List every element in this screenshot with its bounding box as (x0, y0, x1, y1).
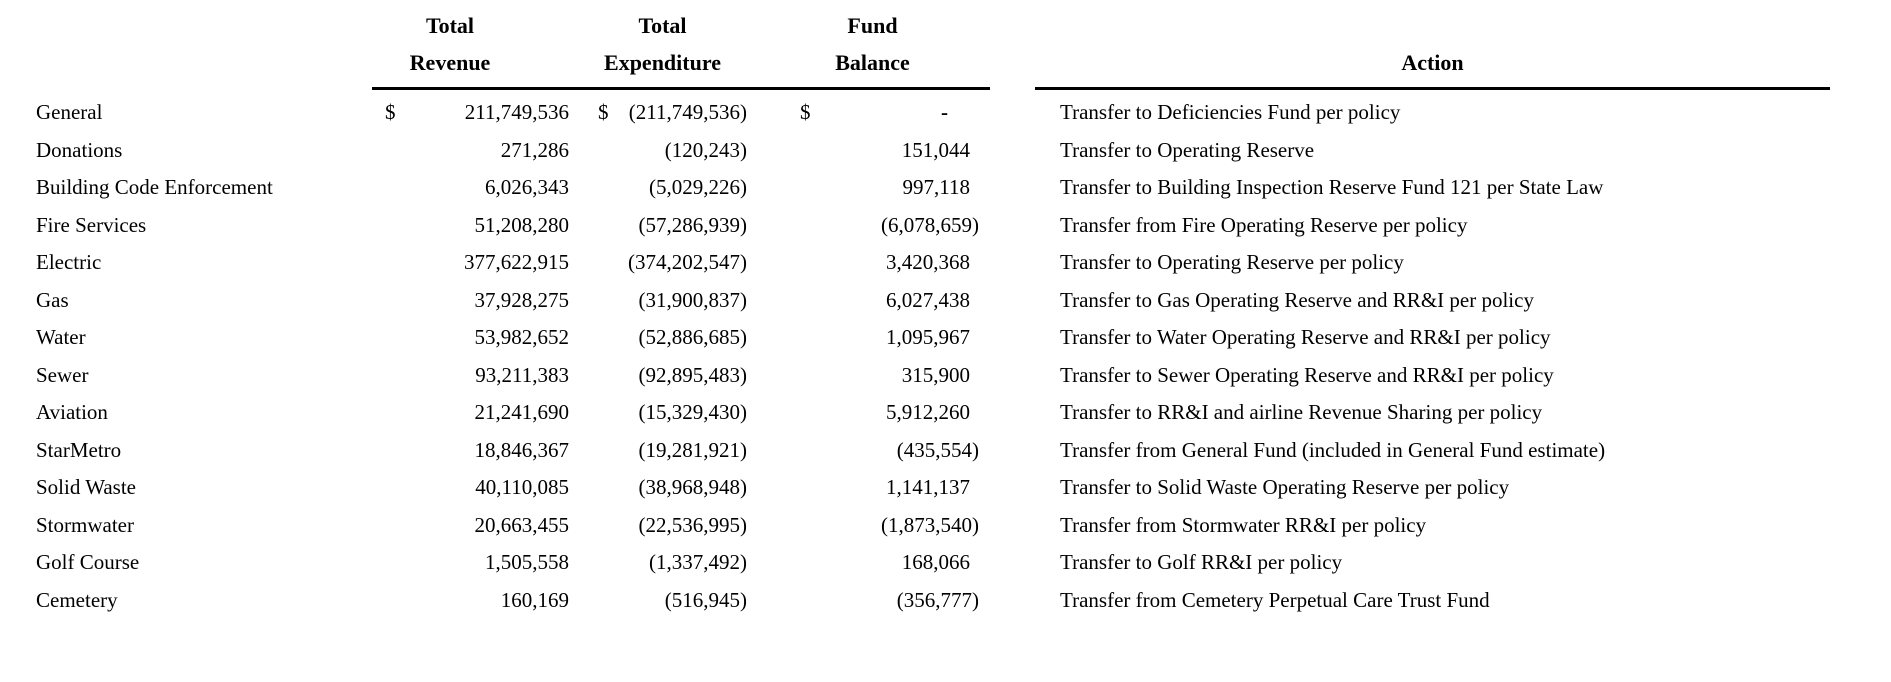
expenditure-value: (516,945) (664, 587, 747, 612)
header-underline-row (36, 87, 1830, 90)
table-row (36, 319, 1830, 357)
fund-balance-table (36, 2, 1830, 619)
action-cell: Transfer from Cemetery Perpetual Care Trust Fund (1060, 587, 1490, 612)
table-body (36, 94, 1830, 619)
col-header-expenditure-line2: Expenditure (604, 50, 721, 75)
expenditure-cell (570, 138, 755, 163)
expenditure-value: (22,536,995) (638, 512, 747, 537)
header-gap (990, 39, 1035, 76)
fund-balance-value: 151,044 (901, 137, 970, 162)
revenue-cell (330, 288, 570, 313)
fund-name-cell: StarMetro (36, 437, 122, 462)
action-cell: Transfer from Stormwater RR&I per policy (1060, 512, 1427, 537)
fund-name-cell: Aviation (36, 400, 108, 425)
fund-balance-value: (6,078,659) (881, 212, 979, 237)
header-row-2 (36, 39, 1830, 76)
fund-name-cell: Water (36, 325, 86, 350)
revenue-cell (330, 513, 570, 538)
fund-balance-cell (755, 325, 990, 350)
underline-gap (990, 87, 1035, 90)
currency-symbol: $ (800, 100, 811, 125)
action-cell: Transfer from Fire Operating Reserve per policy (1060, 212, 1468, 237)
expenditure-value: (19,281,921) (638, 437, 747, 462)
table-row (36, 582, 1830, 620)
revenue-cell (330, 250, 570, 275)
revenue-cell (330, 138, 570, 163)
fund-balance-value: 997,118 (902, 175, 970, 200)
fund-name-cell: Cemetery (36, 587, 118, 612)
fund-balance-cell (755, 213, 990, 238)
fund-balance-value: (435,554) (896, 437, 979, 462)
revenue-value: 20,663,455 (474, 512, 569, 537)
expenditure-cell (570, 475, 755, 500)
expenditure-value: (52,886,685) (638, 325, 747, 350)
table-row (36, 244, 1830, 282)
fund-balance-cell (755, 363, 990, 388)
revenue-value: 53,982,652 (474, 325, 569, 350)
col-header-revenue-line2: Revenue (409, 50, 491, 75)
expenditure-value: (374,202,547) (628, 250, 747, 275)
fund-balance-cell (755, 513, 990, 538)
fund-name-cell: Stormwater (36, 512, 134, 537)
revenue-cell (330, 175, 570, 200)
header-underline-action (1035, 87, 1830, 90)
revenue-cell (330, 100, 570, 125)
action-cell: Transfer to Gas Operating Reserve and RR&I per policy (1060, 287, 1534, 312)
table-row (36, 169, 1830, 207)
action-cell: Transfer from General Fund (included in General Fund estimate) (1060, 437, 1606, 462)
revenue-value: 21,241,690 (474, 400, 569, 425)
currency-symbol: $ (598, 100, 609, 125)
expenditure-value: (38,968,948) (638, 475, 747, 500)
expenditure-cell (570, 363, 755, 388)
revenue-cell (330, 588, 570, 613)
revenue-cell (330, 363, 570, 388)
fund-balance-value: 3,420,368 (886, 250, 970, 275)
revenue-value: 1,505,558 (485, 550, 569, 575)
expenditure-cell (570, 400, 755, 425)
expenditure-cell (570, 175, 755, 200)
expenditure-value: (92,895,483) (638, 362, 747, 387)
fund-name-cell: Fire Services (36, 212, 147, 237)
table-row (36, 357, 1830, 395)
revenue-cell (330, 475, 570, 500)
revenue-value: 51,208,280 (474, 212, 569, 237)
fund-balance-cell (755, 438, 990, 463)
fund-balance-cell (755, 138, 990, 163)
fund-balance-value: 168,066 (901, 550, 970, 575)
expenditure-value: (1,337,492) (649, 550, 747, 575)
action-cell: Transfer to Golf RR&I per policy (1060, 550, 1343, 575)
fund-balance-cell (755, 400, 990, 425)
fund-balance-value: 6,027,438 (886, 287, 970, 312)
fund-balance-value: 1,141,137 (886, 475, 970, 500)
revenue-value: 211,749,536 (464, 100, 569, 125)
col-header-action: Action (1401, 50, 1464, 75)
table-row (36, 282, 1830, 320)
fund-balance-cell (755, 100, 990, 125)
col-header-revenue-line1: Total (425, 13, 475, 38)
action-cell: Transfer to Sewer Operating Reserve and RR&I per policy (1060, 362, 1554, 387)
action-cell: Transfer to Deficiencies Fund per policy (1060, 100, 1401, 125)
header-gap (990, 2, 1035, 39)
fund-balance-value: (356,777) (896, 587, 979, 612)
expenditure-cell (570, 325, 755, 350)
header-row-1 (36, 2, 1830, 39)
expenditure-value: (120,243) (664, 137, 747, 162)
header-action-spacer (1035, 2, 1830, 39)
expenditure-cell (570, 288, 755, 313)
expenditure-value: (31,900,837) (638, 287, 747, 312)
table-row (36, 544, 1830, 582)
revenue-value: 377,622,915 (464, 250, 569, 275)
currency-symbol: $ (385, 100, 396, 125)
action-cell: Transfer to Operating Reserve per policy (1060, 250, 1404, 275)
expenditure-value: (211,749,536) (628, 100, 747, 125)
revenue-cell (330, 400, 570, 425)
action-cell: Transfer to Operating Reserve (1060, 137, 1315, 162)
revenue-value: 271,286 (500, 137, 569, 162)
expenditure-cell (570, 513, 755, 538)
col-header-balance-line2: Balance (835, 50, 910, 75)
action-cell: Transfer to Water Operating Reserve and RR&I per policy (1060, 325, 1551, 350)
revenue-value: 93,211,383 (475, 362, 569, 387)
table-row (36, 469, 1830, 507)
underline-spacer (36, 87, 330, 90)
col-header-expenditure-line1: Total (638, 13, 687, 38)
expenditure-cell (570, 250, 755, 275)
action-cell: Transfer to Solid Waste Operating Reserve per policy (1060, 475, 1510, 500)
expenditure-value: (15,329,430) (638, 400, 747, 425)
table-row (36, 432, 1830, 470)
fund-balance-value: 315,900 (901, 362, 970, 387)
fund-balance-cell (755, 550, 990, 575)
action-cell: Transfer to Building Inspection Reserve Fund 121 per State Law (1060, 175, 1604, 200)
expenditure-cell (570, 438, 755, 463)
fund-name-cell: Gas (36, 287, 69, 312)
fund-name-cell: Sewer (36, 362, 89, 387)
col-header-balance-line1: Fund (847, 13, 898, 38)
fund-name-cell: Building Code Enforcement (36, 175, 273, 200)
fund-name-cell: Donations (36, 137, 123, 162)
expenditure-value: (5,029,226) (649, 175, 747, 200)
fund-name-cell: Golf Course (36, 550, 140, 575)
expenditure-cell (570, 100, 755, 125)
revenue-value: 160,169 (500, 587, 569, 612)
expenditure-cell (570, 213, 755, 238)
revenue-value: 40,110,085 (475, 475, 569, 500)
fund-balance-cell (755, 588, 990, 613)
table-row (36, 94, 1830, 132)
expenditure-cell (570, 550, 755, 575)
fund-name-cell: General (36, 100, 103, 125)
table-row (36, 207, 1830, 245)
fund-balance-value: - (941, 100, 948, 125)
revenue-value: 18,846,367 (474, 437, 569, 462)
header-spacer (36, 2, 330, 39)
revenue-cell (330, 438, 570, 463)
action-cell: Transfer to RR&I and airline Revenue Sharing per policy (1060, 400, 1543, 425)
fund-balance-value: (1,873,540) (881, 512, 979, 537)
fund-name-cell: Solid Waste (36, 475, 137, 500)
fund-balance-cell (755, 250, 990, 275)
fund-balance-cell (755, 175, 990, 200)
fund-balance-cell (755, 475, 990, 500)
header-underline-numeric (330, 87, 990, 90)
fund-balance-value: 5,912,260 (886, 400, 970, 425)
revenue-value: 37,928,275 (474, 287, 569, 312)
fund-balance-value: 1,095,967 (886, 325, 970, 350)
table-row (36, 394, 1830, 432)
fund-balance-cell (755, 288, 990, 313)
table-row (36, 507, 1830, 545)
revenue-value: 6,026,343 (485, 175, 569, 200)
expenditure-value: (57,286,939) (638, 212, 747, 237)
fund-name-cell: Electric (36, 250, 102, 275)
revenue-cell (330, 325, 570, 350)
expenditure-cell (570, 588, 755, 613)
header-spacer (36, 39, 330, 76)
table-row (36, 132, 1830, 170)
revenue-cell (330, 213, 570, 238)
revenue-cell (330, 550, 570, 575)
